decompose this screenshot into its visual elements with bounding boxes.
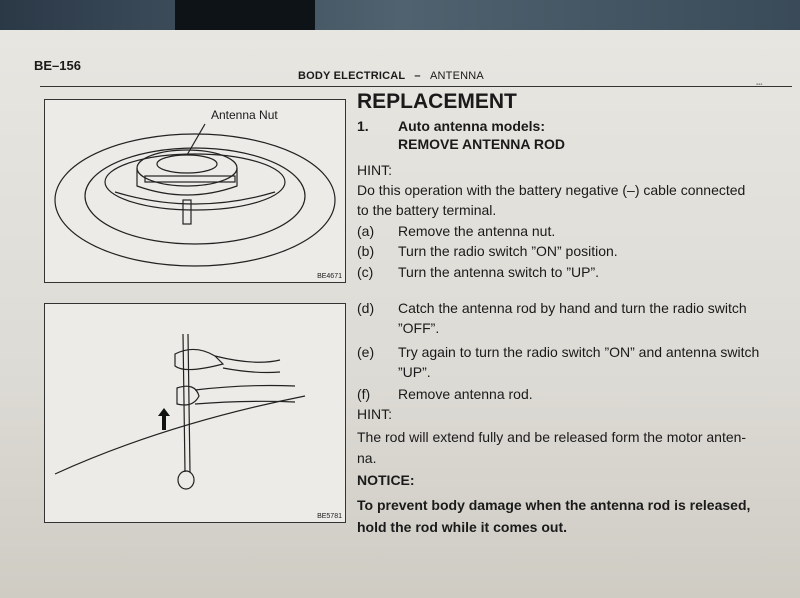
page-number: BE–156 bbox=[34, 58, 81, 73]
step-title-2: REMOVE ANTENNA ROD bbox=[398, 136, 565, 152]
notice-label: NOTICE: bbox=[357, 472, 415, 488]
item-text-f: Remove antenna rod. bbox=[398, 386, 533, 402]
notice-text-2: hold the rod while it comes out. bbox=[357, 519, 568, 535]
item-text-e: Try again to turn the radio switch ”ON” and antenna switch bbox=[398, 344, 760, 360]
item-text-a: Remove the antenna nut. bbox=[398, 223, 556, 239]
antenna-nut-label: Antenna Nut bbox=[211, 108, 278, 122]
subsection-title: ANTENNA bbox=[429, 70, 484, 82]
background-fabric bbox=[0, 0, 800, 34]
figure-antenna-nut bbox=[44, 99, 346, 283]
hint-text-3: The rod will extend fully and be released form the motor anten- bbox=[357, 429, 747, 445]
step-title-1: Auto antenna models: bbox=[398, 118, 546, 134]
item-text-e-2: ”UP”. bbox=[398, 364, 431, 380]
corner-mark: ▪▪▪ bbox=[756, 82, 763, 88]
item-letter-f: (f) bbox=[357, 386, 371, 402]
figure-code: BE4671 bbox=[317, 273, 342, 280]
hint-text-1: Do this operation with the battery negative (–) cable connected bbox=[357, 182, 746, 198]
item-letter-a: (a) bbox=[357, 223, 375, 239]
item-text-b: Turn the radio switch ”ON” position. bbox=[398, 243, 618, 259]
page-header bbox=[298, 70, 484, 82]
hand-catching-rod-illustration bbox=[45, 304, 345, 522]
item-letter-e: (e) bbox=[357, 344, 375, 360]
section-title: BODY ELECTRICAL bbox=[298, 70, 406, 82]
hint-label-2: HINT: bbox=[357, 406, 392, 422]
hint-text-2: to the battery terminal. bbox=[357, 202, 497, 218]
item-letter-c: (c) bbox=[357, 264, 374, 280]
up-arrow-icon bbox=[158, 408, 170, 430]
figure-code: BE5781 bbox=[317, 513, 342, 520]
figure-catch-rod bbox=[44, 303, 346, 523]
notice-text-1: To prevent body damage when the antenna rod is released, bbox=[357, 497, 751, 513]
item-letter-d: (d) bbox=[357, 300, 375, 316]
item-text-d: Catch the antenna rod by hand and turn the radio switch bbox=[398, 300, 747, 316]
background-dark-area bbox=[175, 0, 315, 34]
hint-text-4: na. bbox=[357, 450, 377, 466]
item-letter-b: (b) bbox=[357, 243, 375, 259]
hint-label: HINT: bbox=[357, 162, 392, 178]
antenna-nut-illustration bbox=[45, 100, 345, 282]
item-text-d-2: ”OFF”. bbox=[398, 320, 440, 336]
manual-page bbox=[0, 30, 800, 598]
step-number: 1. bbox=[357, 118, 369, 134]
item-text-c: Turn the antenna switch to ”UP”. bbox=[398, 264, 600, 280]
header-rule bbox=[40, 86, 792, 87]
section-heading: REPLACEMENT bbox=[357, 90, 517, 113]
header-dash: – bbox=[414, 70, 421, 82]
